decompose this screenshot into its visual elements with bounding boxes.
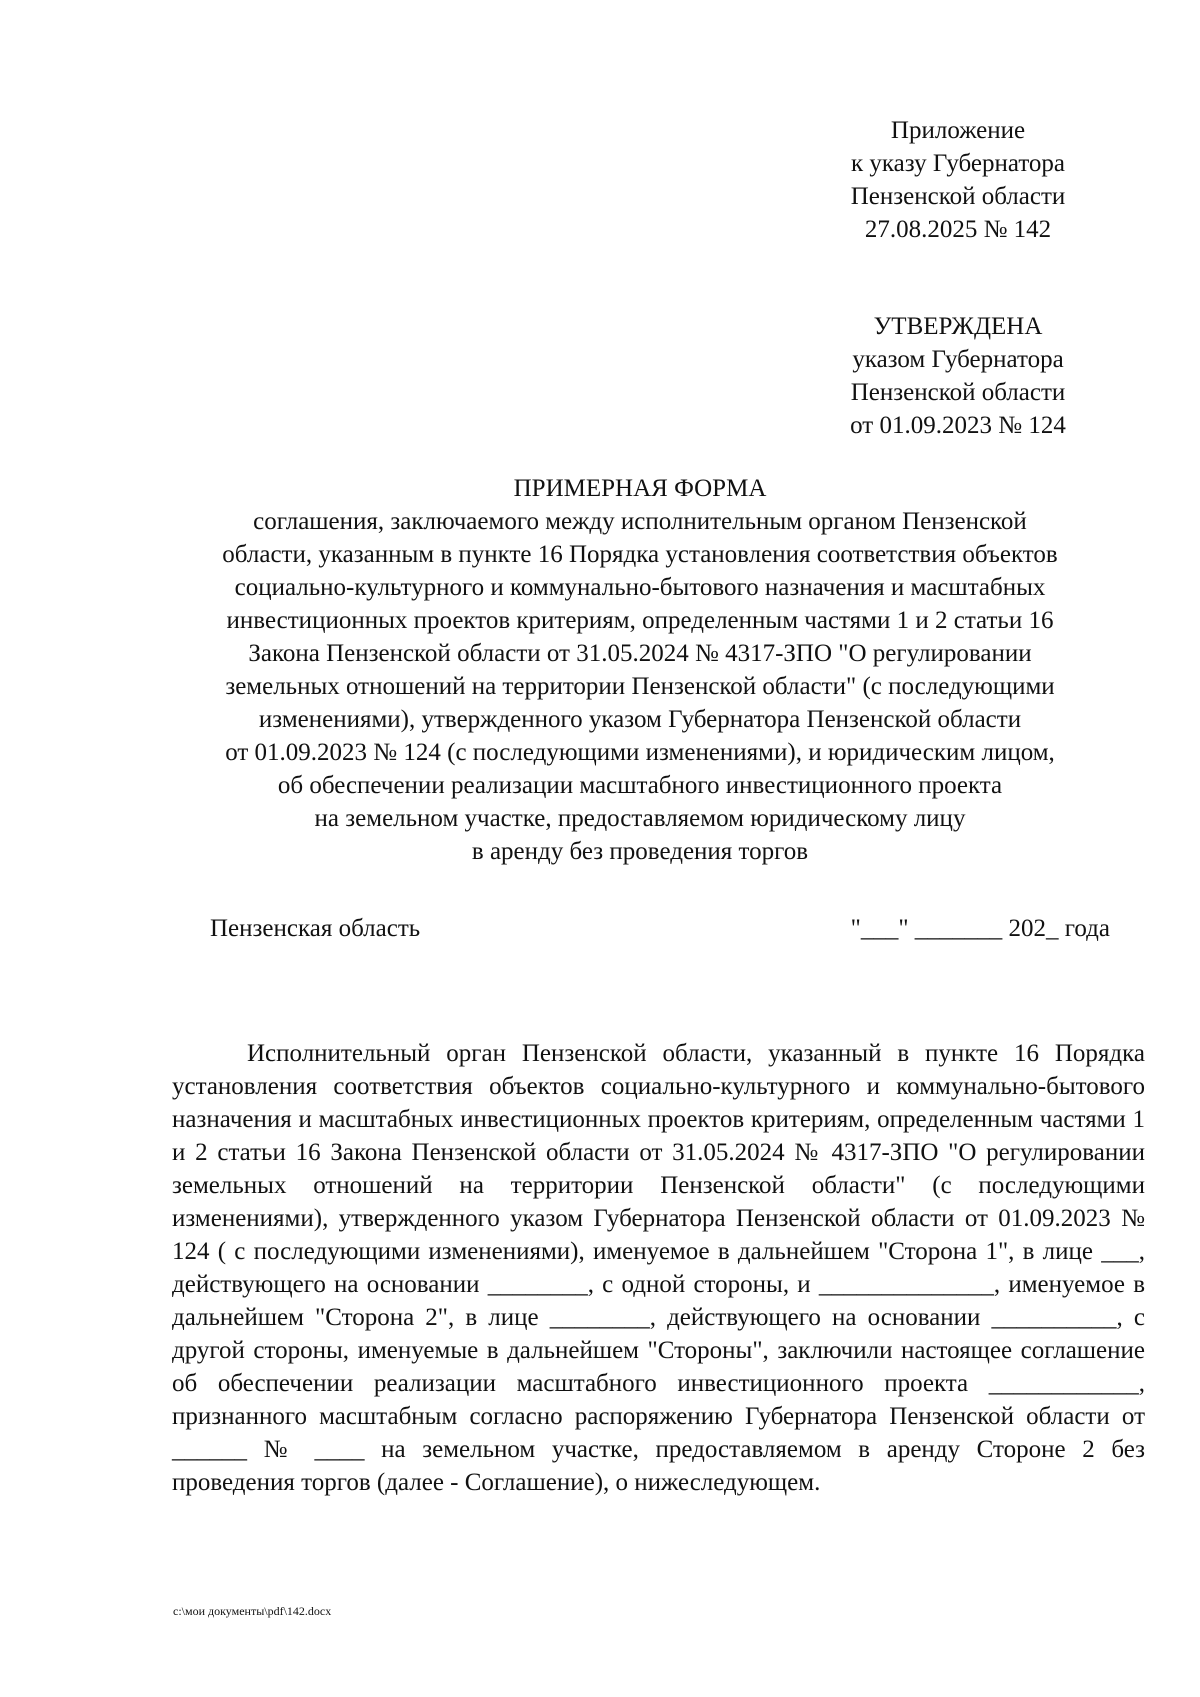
date-field: "___" _______ 202_ года — [850, 915, 1110, 942]
approved-date-number: от 01.09.2023 № 124 — [850, 412, 1066, 439]
place-label: Пензенская область — [210, 915, 421, 942]
footer-file-path: c:\мои документы\pdf\142.docx — [173, 1604, 332, 1618]
subtitle-line: в аренду без проведения торгов — [471, 838, 809, 865]
form-subtitle — [160, 505, 1120, 868]
approved-decree-ref: указом Губернатора — [852, 346, 1064, 373]
approved-block — [838, 310, 1078, 442]
appendix-title: Приложение — [890, 117, 1026, 144]
subtitle-line: социально-культурного и коммунально-бытового назначения и масштабных — [234, 574, 1046, 601]
agreement-preamble: Исполнительный орган Пензенской области, указанный в пункте 16 Порядка установления соответствия объектов социально-культурного и коммунально-бытового назначения и масштабных инвестиционных проектов критериям, определенным частями 1 и 2 статьи 16 Закона Пензенской области от 31.05.2024 № 4317-ЗПО "О регулировании земельных отношений на территории Пензенской области" (с последующими изменениями), утвержденного указом Губернатора Пензенской области от 01.09.2023 № 124 ( с последующими изменениями), именуемое в дальнейшем "Сторона 1", в лице ___, действующего на основании ________, с одной стороны, и ______________, именуемое в дальнейшем "Сторона 2", в лице ________, действующего на основании __________, с другой стороны, именуемые в дальнейшем "Стороны", заключили настоящее соглашение об обеспечении реализации масштабного инвестиционного проекта ____________, признанного масштабным согласно распоряжению Губернатора Пензенской области от ______ № ____ на земельном участке, предоставляемом в аренду Стороне 2 без проведения торгов (далее - Соглашение), о нижеследующем. — [172, 1040, 1145, 1496]
place-date-row — [210, 912, 1110, 946]
appendix-decree-ref: к указу Губернатора — [850, 150, 1066, 177]
subtitle-line: от 01.09.2023 № 124 (с последующими изменениями), и юридическим лицом, — [225, 739, 1055, 766]
appendix-region: Пензенской области — [850, 183, 1066, 210]
approved-region: Пензенской области — [850, 379, 1066, 406]
subtitle-line: Закона Пензенской области от 31.05.2024 № 4317-ЗПО "О регулировании — [248, 640, 1032, 667]
subtitle-line: на земельном участке, предоставляемом юридическому лицу — [314, 805, 966, 832]
subtitle-line: об обеспечении реализации масштабного инвестиционного проекта — [277, 772, 1003, 799]
subtitle-line: земельных отношений на территории Пензенской области" (с последующими — [225, 673, 1055, 700]
form-title: ПРИМЕРНАЯ ФОРМА — [513, 475, 767, 502]
subtitle-line: области, указанным в пункте 16 Порядка установления соответствия объектов — [222, 541, 1058, 568]
approved-title: УТВЕРЖДЕНА — [873, 313, 1043, 340]
appendix-block — [838, 114, 1078, 246]
subtitle-line: изменениями), утвержденного указом Губернатора Пензенской области — [258, 706, 1022, 733]
subtitle-line: соглашения, заключаемого между исполнительным органом Пензенской — [253, 508, 1027, 535]
appendix-date-number: 27.08.2025 № 142 — [864, 216, 1052, 243]
subtitle-line: инвестиционных проектов критериям, определенным частями 1 и 2 статьи 16 — [226, 607, 1054, 634]
